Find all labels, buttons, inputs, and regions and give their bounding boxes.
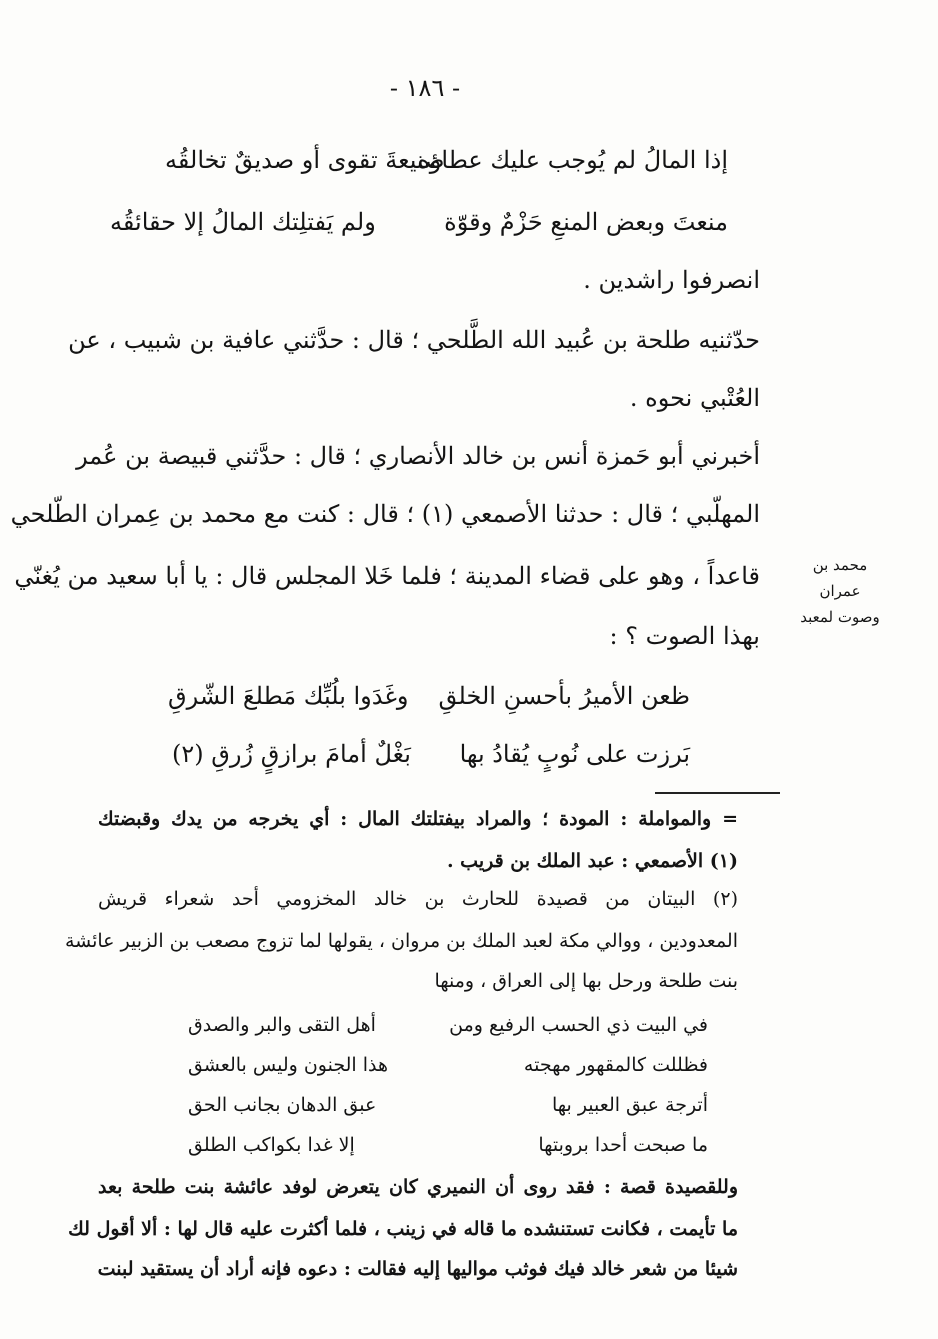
page-number: - ١٨٦ - <box>389 74 461 102</box>
verse-hemistich-2: ولم يَفتلِتك المالُ إلا حقائقُه <box>110 208 376 236</box>
margin-note-line: محمد بن عمران <box>812 556 868 600</box>
footnote-verse <box>0 1090 938 1124</box>
text-line: العُتْبي نحوه . <box>629 384 760 412</box>
text-line: بهذا الصوت ؟ : <box>609 622 760 650</box>
verse-line-1 <box>0 140 938 180</box>
text-line: قاعداً ، وهو على قضاء المدينة ؛ فلما خَلا المجلس قال : يا أبا سعيد من يُغنّي <box>14 562 760 590</box>
verse-hemistich-1: منعتَ وبعض المنعِ حَزْمٌ وقوّة <box>444 208 728 236</box>
footnote-line: المعدودين ، ووالي مكة لعبد الملك بن مروان ، يقولها لما تزوج مصعب بن الزبير عائشة <box>64 930 738 952</box>
verse-hemistich-2: صنيعةَ تقوى أو صديقٌ تخالقُه <box>165 146 445 174</box>
verse-line-4 <box>0 734 938 774</box>
margin-note-line: وصوت لمعبد <box>800 608 880 626</box>
text-line: أخبرني أبو حَمزة أنس بن خالد الأنصاري ؛ قال : حدَّثني قبيصة بن عُمر <box>76 442 760 470</box>
verse-hemistich-1: ما صبحت أحدا بروبتها <box>538 1134 708 1156</box>
text-line: المهلّبي ؛ قال : حدثنا الأصمعي (١) ؛ قال : كنت مع محمد بن عِمران الطّلحي <box>10 500 760 528</box>
footnote-line: بنت طلحة ورحل بها إلى العراق ، ومنها <box>434 970 738 992</box>
footnote-verse <box>0 1050 938 1084</box>
verse-hemistich-2: وغَدَوا بلُبِّك مَطلعَ الشّرقِ <box>168 682 409 710</box>
footnote-line: (٢) البيتان من قصيدة للحارث بن خالد المخزومي أحد شعراء قريش <box>98 888 738 910</box>
footnote-line: (١) الأصمعي : عبد الملك بن قريب . <box>446 850 738 872</box>
verse-hemistich-1: ظعن الأميرُ بأحسنِ الخلقِ <box>438 682 690 710</box>
margin-note <box>790 552 890 630</box>
footnote-line: ما تأيمت ، فكانت تستنشده ما قاله في زينب ، فلما أكثرت عليه قال لها : ألا أقول لك <box>68 1218 738 1240</box>
verse-hemistich-1: في البيت ذي الحسب الرفيع ومن <box>449 1014 708 1036</box>
verse-hemistich-2: إلا غدا بكواكب الطلق <box>188 1134 355 1156</box>
verse-hemistich-1: بَرزت على نُوبٍ يُقادُ بها <box>459 740 690 768</box>
footnote-separator <box>655 792 780 794</box>
verse-hemistich-2: أهل التقى والبر والصدق <box>188 1014 376 1036</box>
verse-hemistich-2: بَغْلٌ أمامَ برازقٍ زُرقِ (٢) <box>172 740 411 768</box>
verse-hemistich-2: هذا الجنون وليس بالعشق <box>188 1054 388 1076</box>
footnote-verse <box>0 1010 938 1044</box>
verse-hemistich-2: عبق الدهان بجانب الحق <box>188 1094 377 1116</box>
verse-hemistich-1: أترجة عبق العبير بها <box>551 1094 708 1116</box>
text-line: انصرفوا راشدين . <box>583 266 760 294</box>
footnote-verse <box>0 1130 938 1164</box>
footnote-line: وللقصيدة قصة : فقد روى أن النميري كان يتعرض لوفد عائشة بنت طلحة بعد <box>98 1176 738 1198</box>
verse-hemistich-1: فظللت كالمقهور مهجته <box>523 1054 708 1076</box>
verse-hemistich-1: إذا المالُ لم يُوجب عليك عطاؤه <box>417 146 728 174</box>
verse-line-3 <box>0 676 938 716</box>
footnote-line: = والمواملة : المودة ؛ والمراد بيفتلتك المال : أي يخرجه من يدك وقبضتك <box>98 808 738 830</box>
text-line: حدّثنيه طلحة بن عُبيد الله الطَّلحي ؛ قال : حدَّثني عافية بن شبيب ، عن <box>68 326 760 354</box>
footnote-line: شيئا من شعر خالد فيك فوثب مواليها إليه فقالت : دعوه فإنه أراد أن يستقيد لبنت <box>97 1258 738 1280</box>
verse-line-2 <box>0 202 938 242</box>
